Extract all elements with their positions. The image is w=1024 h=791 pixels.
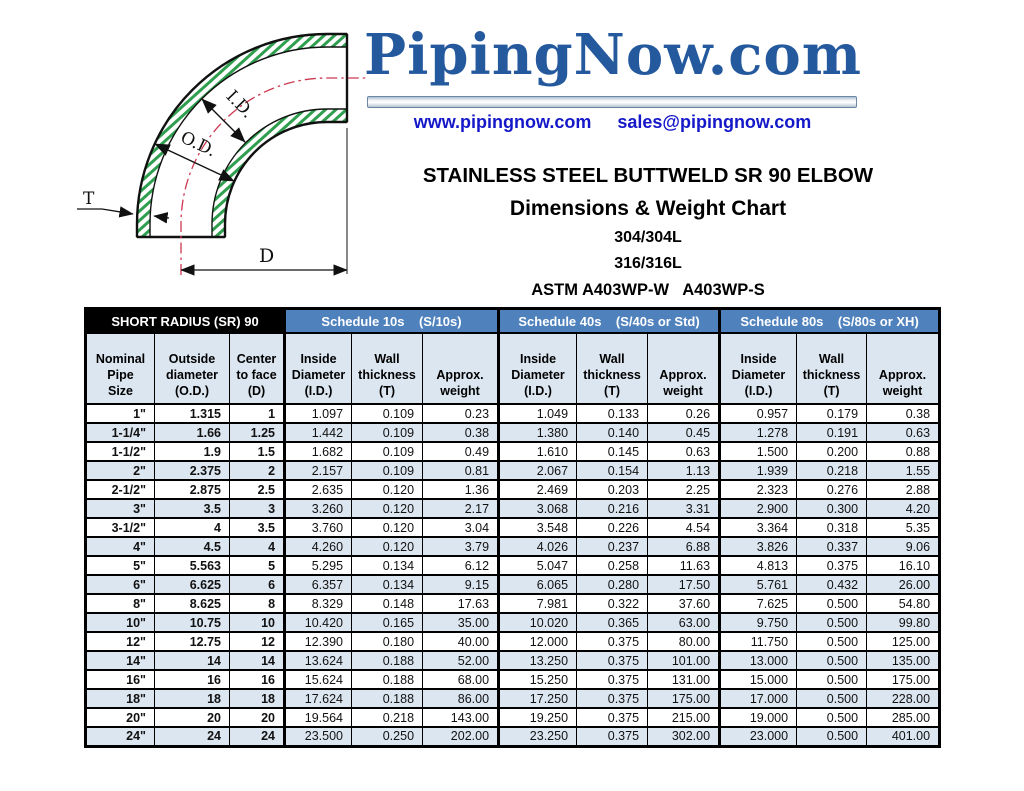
table-cell: 0.276 (797, 480, 867, 499)
table-cell: 4.813 (720, 556, 797, 575)
astm-spec: ASTM A403WP-W A403WP-S (531, 281, 765, 299)
table-cell: 2.067 (499, 461, 577, 480)
table-cell: 0.216 (577, 499, 648, 518)
table-cell: 0.375 (577, 651, 648, 670)
table-cell: 16.10 (867, 556, 940, 575)
table-cell: 175.00 (648, 689, 720, 708)
grade-304: 304/304L (614, 229, 682, 246)
table-cell: 7.981 (499, 594, 577, 613)
table-cell: 16 (155, 670, 230, 689)
table-cell: 0.120 (352, 499, 423, 518)
col-s10-approx-weight: Approx. weight (423, 333, 499, 404)
table-row (86, 404, 940, 423)
table-cell: 1.610 (499, 442, 577, 461)
table-cell: 24 (230, 727, 285, 746)
elbow-inner-wall (212, 109, 347, 237)
table-cell: 131.00 (648, 670, 720, 689)
table-cell: 143.00 (423, 708, 499, 727)
table-cell: 14 (155, 651, 230, 670)
table-cell: 2" (86, 461, 155, 480)
table-cell: 17.50 (648, 575, 720, 594)
table-cell: 8 (230, 594, 285, 613)
table-cell: 1.380 (499, 423, 577, 442)
table-cell: 8" (86, 594, 155, 613)
table-cell: 12.000 (499, 632, 577, 651)
table-cell: 0.375 (797, 556, 867, 575)
table-cell: 0.145 (577, 442, 648, 461)
table-row (86, 461, 940, 480)
website-link: www.pipingnow.com (413, 112, 592, 132)
table-cell: 0.218 (352, 708, 423, 727)
table-cell: 10 (230, 613, 285, 632)
table-cell: 0.133 (577, 404, 648, 423)
table-cell: 5.761 (720, 575, 797, 594)
table-cell: 1.442 (285, 423, 352, 442)
table-cell: 6 (230, 575, 285, 594)
table-cell: 1.939 (720, 461, 797, 480)
table-cell: 2.5 (230, 480, 285, 499)
table-cell: 0.200 (797, 442, 867, 461)
d-label: D (259, 245, 275, 267)
col-s40-approx-weight: Approx. weight (648, 333, 720, 404)
table-cell: 0.109 (352, 423, 423, 442)
table-cell: 6" (86, 575, 155, 594)
table-cell: 0.49 (423, 442, 499, 461)
table-cell: 15.250 (499, 670, 577, 689)
table-cell: 18 (230, 689, 285, 708)
table-cell: 0.375 (577, 689, 648, 708)
table-cell: 5.047 (499, 556, 577, 575)
table-cell: 0.180 (352, 632, 423, 651)
page-title: STAINLESS STEEL BUTTWELD SR 90 ELBOW (422, 164, 874, 187)
table-cell: 2.25 (648, 480, 720, 499)
col-s80-approx-weight: Approx. weight (867, 333, 940, 404)
pipe-divider-bar (367, 96, 857, 108)
table-cell: 0.188 (352, 651, 423, 670)
elbow-outer-wall (137, 34, 347, 237)
table-cell: 2.469 (499, 480, 577, 499)
table-cell: 1" (86, 404, 155, 423)
table-cell: 20 (230, 708, 285, 727)
elbow-diagram (55, 12, 370, 302)
table-cell: 1.25 (230, 423, 285, 442)
table-cell: 1.097 (285, 404, 352, 423)
table-cell: 0.188 (352, 670, 423, 689)
table-cell: 23.250 (499, 727, 577, 746)
table-cell: 0.432 (797, 575, 867, 594)
table-cell: 0.134 (352, 556, 423, 575)
table-cell: 0.957 (720, 404, 797, 423)
table-row (86, 670, 940, 689)
table-cell: 0.280 (577, 575, 648, 594)
table-row (86, 480, 940, 499)
title-block (348, 164, 948, 299)
table-cell: 52.00 (423, 651, 499, 670)
table-row (86, 708, 940, 727)
table-cell: 3.5 (155, 499, 230, 518)
od-label: O.D. (177, 127, 220, 162)
table-cell: 0.120 (352, 480, 423, 499)
table-cell: 401.00 (867, 727, 940, 746)
table-cell: 19.250 (499, 708, 577, 727)
table-cell: 0.500 (797, 708, 867, 727)
table-cell: 16 (230, 670, 285, 689)
table-cell: 5.295 (285, 556, 352, 575)
table-cell: 54.80 (867, 594, 940, 613)
table-cell: 1.9 (155, 442, 230, 461)
table-cell: 125.00 (867, 632, 940, 651)
table-cell: 0.109 (352, 404, 423, 423)
table-cell: 135.00 (867, 651, 940, 670)
col-center-to-face: Center to face (D) (230, 333, 285, 404)
table-cell: 0.88 (867, 442, 940, 461)
table-cell: 302.00 (648, 727, 720, 746)
table-cell: 0.120 (352, 537, 423, 556)
col-s10-wall-thickness: Wall thickness (T) (352, 333, 423, 404)
table-cell: 8.625 (155, 594, 230, 613)
table-cell: 1.049 (499, 404, 577, 423)
centerline (181, 78, 368, 275)
table-cell: 0.218 (797, 461, 867, 480)
table-cell: 17.63 (423, 594, 499, 613)
table-cell: 0.63 (867, 423, 940, 442)
table-cell: 3.260 (285, 499, 352, 518)
table-cell: 175.00 (867, 670, 940, 689)
table-cell: 0.337 (797, 537, 867, 556)
table-cell: 3.068 (499, 499, 577, 518)
table-row (86, 651, 940, 670)
table-cell: 0.120 (352, 518, 423, 537)
table-cell: 20 (155, 708, 230, 727)
inner-outline (225, 122, 347, 237)
table-cell: 2.323 (720, 480, 797, 499)
table-cell: 0.375 (577, 632, 648, 651)
email-link: sales@pipingnow.com (617, 112, 812, 132)
table-cell: 0.237 (577, 537, 648, 556)
table-cell: 6.065 (499, 575, 577, 594)
table-cell: 13.624 (285, 651, 352, 670)
group-header-row (86, 309, 940, 334)
table-cell: 9.06 (867, 537, 940, 556)
table-cell: 215.00 (648, 708, 720, 727)
table-cell: 3 (230, 499, 285, 518)
table-cell: 4 (155, 518, 230, 537)
table-cell: 0.154 (577, 461, 648, 480)
table-cell: 80.00 (648, 632, 720, 651)
table-cell: 17.624 (285, 689, 352, 708)
table-cell: 5 (230, 556, 285, 575)
table-cell: 12" (86, 632, 155, 651)
table-cell: 0.148 (352, 594, 423, 613)
col-s40-inside-diameter: Inside Diameter (I.D.) (499, 333, 577, 404)
col-s40-wall-thickness: Wall thickness (T) (577, 333, 648, 404)
table-cell: 0.26 (648, 404, 720, 423)
table-cell: 14 (230, 651, 285, 670)
table-cell: 19.564 (285, 708, 352, 727)
table-cell: 1.682 (285, 442, 352, 461)
table-cell: 4 (230, 537, 285, 556)
table-cell: 2.17 (423, 499, 499, 518)
dimensions-table-wrap (84, 307, 941, 748)
elbow-drawing (55, 12, 370, 297)
table-cell: 10" (86, 613, 155, 632)
table-row (86, 689, 940, 708)
table-cell: 3.31 (648, 499, 720, 518)
table-cell: 2.875 (155, 480, 230, 499)
table-row (86, 499, 940, 518)
table-cell: 10.020 (499, 613, 577, 632)
table-cell: 2.635 (285, 480, 352, 499)
table-row (86, 594, 940, 613)
table-cell: 35.00 (423, 613, 499, 632)
table-cell: 3.548 (499, 518, 577, 537)
table-cell: 202.00 (423, 727, 499, 746)
table-cell: 3.5 (230, 518, 285, 537)
table-cell: 101.00 (648, 651, 720, 670)
table-cell: 0.63 (648, 442, 720, 461)
table-cell: 1.315 (155, 404, 230, 423)
table-cell: 1-1/2" (86, 442, 155, 461)
table-cell: 17.000 (720, 689, 797, 708)
table-cell: 37.60 (648, 594, 720, 613)
table-cell: 5" (86, 556, 155, 575)
table-cell: 4" (86, 537, 155, 556)
table-cell: 2 (230, 461, 285, 480)
table-row (86, 613, 940, 632)
table-cell: 6.12 (423, 556, 499, 575)
table-body (86, 404, 940, 746)
table-cell: 10.420 (285, 613, 352, 632)
table-cell: 3-1/2" (86, 518, 155, 537)
table-cell: 15.624 (285, 670, 352, 689)
table-cell: 0.45 (648, 423, 720, 442)
table-row (86, 575, 940, 594)
table-cell: 2.88 (867, 480, 940, 499)
table-cell: 1.66 (155, 423, 230, 442)
table-cell: 63.00 (648, 613, 720, 632)
table-cell: 12 (230, 632, 285, 651)
table-cell: 1.55 (867, 461, 940, 480)
table-cell: 10.75 (155, 613, 230, 632)
table-cell: 19.000 (720, 708, 797, 727)
group-header-short-radius: SHORT RADIUS (SR) 90 (86, 309, 285, 334)
table-cell: 0.500 (797, 594, 867, 613)
table-cell: 4.54 (648, 518, 720, 537)
table-cell: 3.04 (423, 518, 499, 537)
table-cell: 0.109 (352, 461, 423, 480)
table-cell: 1.500 (720, 442, 797, 461)
table-cell: 4.026 (499, 537, 577, 556)
table-cell: 2.157 (285, 461, 352, 480)
col-nominal-pipe-size: Nominal Pipe Size (86, 333, 155, 404)
table-cell: 3.79 (423, 537, 499, 556)
table-cell: 4.20 (867, 499, 940, 518)
table-cell: 11.750 (720, 632, 797, 651)
group-header-schedule-10s: Schedule 10s (S/10s) (285, 309, 499, 334)
table-cell: 18 (155, 689, 230, 708)
table-row (86, 518, 940, 537)
col-s80-inside-diameter: Inside Diameter (I.D.) (720, 333, 797, 404)
table-cell: 0.322 (577, 594, 648, 613)
group-header-schedule-80s: Schedule 80s (S/80s or XH) (720, 309, 940, 334)
table-cell: 15.000 (720, 670, 797, 689)
table-cell: 0.203 (577, 480, 648, 499)
table-cell: 9.750 (720, 613, 797, 632)
table-cell: 0.258 (577, 556, 648, 575)
column-header-row (86, 333, 940, 404)
table-cell: 26.00 (867, 575, 940, 594)
table-cell: 86.00 (423, 689, 499, 708)
table-row (86, 442, 940, 461)
table-cell: 1-1/4" (86, 423, 155, 442)
table-cell: 0.109 (352, 442, 423, 461)
table-cell: 0.500 (797, 632, 867, 651)
table-cell: 0.500 (797, 613, 867, 632)
table-cell: 0.375 (577, 727, 648, 746)
table-cell: 0.500 (797, 651, 867, 670)
table-cell: 5.35 (867, 518, 940, 537)
table-cell: 9.15 (423, 575, 499, 594)
table-cell: 11.63 (648, 556, 720, 575)
table-cell: 0.188 (352, 689, 423, 708)
id-label: I.D. (221, 86, 258, 123)
table-cell: 0.134 (352, 575, 423, 594)
table-cell: 3" (86, 499, 155, 518)
table-cell: 285.00 (867, 708, 940, 727)
table-cell: 2.900 (720, 499, 797, 518)
t-label: T (83, 189, 95, 209)
col-outside-diameter: Outside diameter (O.D.) (155, 333, 230, 404)
table-cell: 2.375 (155, 461, 230, 480)
table-cell: 1 (230, 404, 285, 423)
table-cell: 7.625 (720, 594, 797, 613)
table-cell: 12.390 (285, 632, 352, 651)
table-cell: 0.140 (577, 423, 648, 442)
dimensions-table (84, 307, 941, 748)
table-cell: 68.00 (423, 670, 499, 689)
table-cell: 16" (86, 670, 155, 689)
table-cell: 23.000 (720, 727, 797, 746)
table-cell: 3.364 (720, 518, 797, 537)
table-cell: 23.500 (285, 727, 352, 746)
table-cell: 0.226 (577, 518, 648, 537)
table-row (86, 632, 940, 651)
table-cell: 8.329 (285, 594, 352, 613)
table-cell: 40.00 (423, 632, 499, 651)
contact-line (330, 112, 895, 133)
table-cell: 0.300 (797, 499, 867, 518)
table-cell: 17.250 (499, 689, 577, 708)
table-cell: 99.80 (867, 613, 940, 632)
table-cell: 0.81 (423, 461, 499, 480)
table-cell: 0.179 (797, 404, 867, 423)
table-row (86, 537, 940, 556)
table-cell: 0.500 (797, 689, 867, 708)
site-logo: PipingNow.com (364, 22, 862, 88)
table-cell: 1.5 (230, 442, 285, 461)
page-subtitle: Dimensions & Weight Chart (509, 197, 787, 220)
grade-316: 316/316L (614, 255, 682, 272)
table-row (86, 423, 940, 442)
table-cell: 0.23 (423, 404, 499, 423)
table-cell: 5.563 (155, 556, 230, 575)
table-cell: 4.5 (155, 537, 230, 556)
table-cell: 6.625 (155, 575, 230, 594)
table-cell: 0.500 (797, 727, 867, 746)
table-cell: 1.36 (423, 480, 499, 499)
table-cell: 0.318 (797, 518, 867, 537)
table-cell: 3.760 (285, 518, 352, 537)
table-cell: 0.165 (352, 613, 423, 632)
table-cell: 18" (86, 689, 155, 708)
col-s80-wall-thickness: Wall thickness (T) (797, 333, 867, 404)
table-cell: 13.000 (720, 651, 797, 670)
table-cell: 2-1/2" (86, 480, 155, 499)
table-cell: 1.278 (720, 423, 797, 442)
table-cell: 228.00 (867, 689, 940, 708)
table-cell: 4.260 (285, 537, 352, 556)
table-cell: 1.13 (648, 461, 720, 480)
table-cell: 12.75 (155, 632, 230, 651)
table-row (86, 727, 940, 746)
t-arrow-outer (102, 209, 133, 214)
table-cell: 0.191 (797, 423, 867, 442)
table-cell: 0.375 (577, 708, 648, 727)
table-cell: 13.250 (499, 651, 577, 670)
table-cell: 3.826 (720, 537, 797, 556)
table-cell: 0.365 (577, 613, 648, 632)
table-cell: 24" (86, 727, 155, 746)
table-cell: 14" (86, 651, 155, 670)
table-cell: 0.38 (867, 404, 940, 423)
table-cell: 20" (86, 708, 155, 727)
table-cell: 0.500 (797, 670, 867, 689)
col-s10-inside-diameter: Inside Diameter (I.D.) (285, 333, 352, 404)
table-cell: 0.250 (352, 727, 423, 746)
table-cell: 6.88 (648, 537, 720, 556)
table-cell: 0.38 (423, 423, 499, 442)
table-cell: 0.375 (577, 670, 648, 689)
table-cell: 6.357 (285, 575, 352, 594)
table-row (86, 556, 940, 575)
t-arrow-inner (154, 216, 169, 218)
group-header-schedule-40s: Schedule 40s (S/40s or Std) (499, 309, 720, 334)
table-cell: 24 (155, 727, 230, 746)
